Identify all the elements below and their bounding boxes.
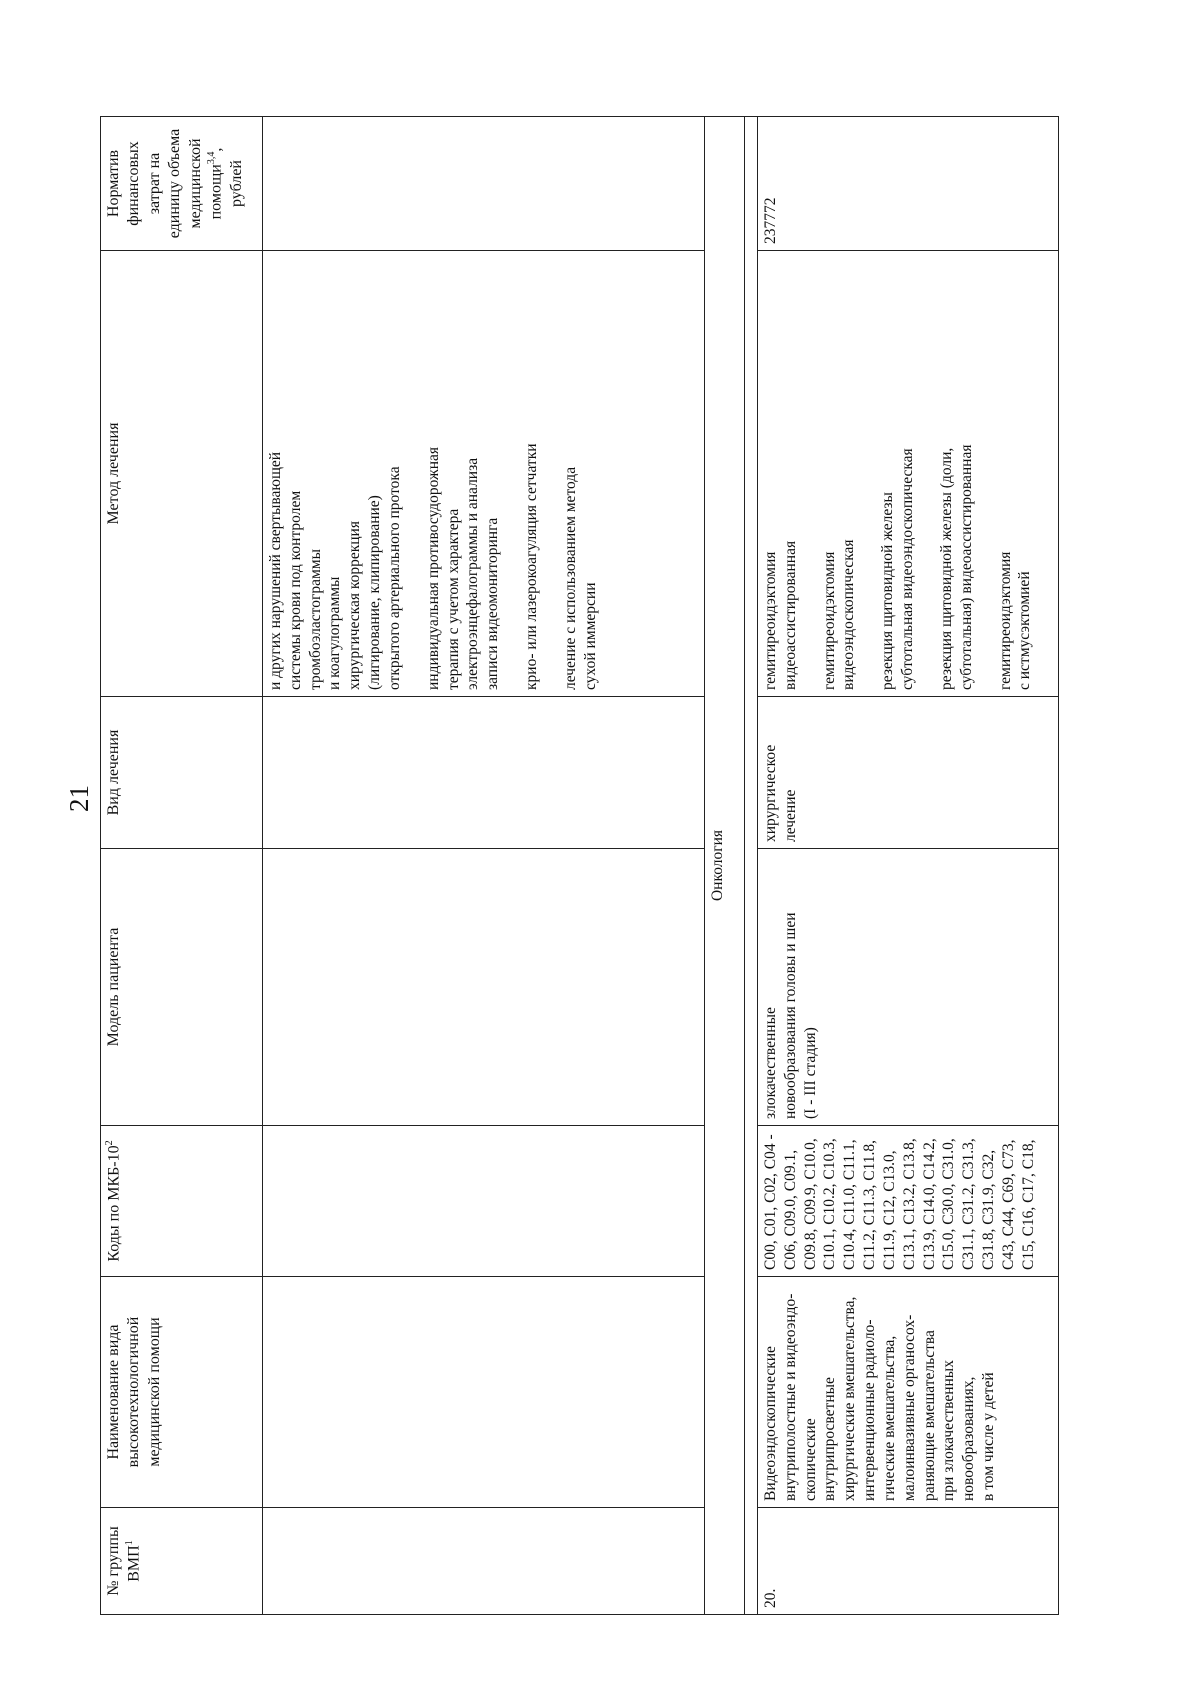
name-line: гические вмешательства, xyxy=(880,1335,898,1501)
code-line: С06, С09.0, С09.1, xyxy=(781,1149,799,1270)
section-row xyxy=(705,117,745,1615)
method-line: хирургическая коррекция xyxy=(346,521,364,690)
table-row-20 xyxy=(758,117,1059,1615)
method-line: видеоассистированная xyxy=(781,540,799,690)
cell-norm: 237772 xyxy=(758,117,1059,251)
treatment-line: хирургическое xyxy=(762,744,779,842)
name-line: при злокачественных xyxy=(940,1360,958,1501)
method-line: гемитиреоидэктомия xyxy=(996,551,1014,690)
method-line: с истмусэктомией xyxy=(1016,571,1034,690)
name-line: малоинвазивные органосох- xyxy=(900,1314,918,1501)
method-line: записи видеомониторинга xyxy=(484,517,502,690)
cell-empty xyxy=(263,117,705,251)
cell-method xyxy=(758,251,1059,697)
code-line: С00, С01, С02, С04 - xyxy=(762,1134,779,1270)
header-codes: Коды по МКБ-$10^2$ xyxy=(101,1126,263,1277)
gap-cell xyxy=(745,117,758,1615)
code-line: С13.1, С13.2, С13.8, xyxy=(900,1138,918,1270)
method-line: и коагулограммы xyxy=(326,576,344,690)
cell-codes xyxy=(758,1126,1059,1277)
name-line: интервенционные радиоло- xyxy=(861,1319,879,1501)
model-line: (I - III стадия) xyxy=(801,1027,819,1119)
vmp-table xyxy=(100,116,1059,1615)
line-gap xyxy=(542,257,561,690)
method-line: крио- или лазерокоагуляция сетчатки xyxy=(523,443,541,690)
header-norm: Норматив финансовых затрат на единицу объема медицинской помощи$^{3,4}$, рублей xyxy=(101,117,263,251)
name-line: в том числе у детей xyxy=(980,1372,998,1501)
code-line: С11.2, С11.3, С11.8, xyxy=(861,1139,879,1270)
continuation-row xyxy=(263,117,705,1615)
rotated-table-sheet xyxy=(100,117,1040,1615)
name-line: новообразованиях, xyxy=(960,1376,978,1501)
cell-empty xyxy=(263,1277,705,1508)
method-line: и других нарушений свертывающей xyxy=(267,451,284,690)
cell-empty xyxy=(263,1508,705,1615)
line-gap xyxy=(918,257,937,690)
name-line: Видеоэндоскопические xyxy=(762,1346,779,1501)
cell-model xyxy=(758,849,1059,1126)
model-line: новообразования головы и шеи xyxy=(781,912,799,1119)
code-line: С10.1, С10.2, С10.3, xyxy=(821,1138,839,1270)
cell-empty xyxy=(263,849,705,1126)
line-gap xyxy=(859,257,878,690)
method-line: резекция щитовидной железы xyxy=(879,492,897,690)
header-name: Наименование вида высокотехнологичной медицинской помощи xyxy=(101,1277,263,1508)
method-line: субтотальная) видеоассистированная xyxy=(957,444,975,690)
method-line: терапия с учетом характера xyxy=(444,508,462,690)
method-line: электроэнцефалограммы и анализа xyxy=(464,457,482,690)
model-line: злокачественные xyxy=(762,1007,779,1119)
cell-empty xyxy=(263,1126,705,1277)
code-line: С10.4, С11.0, С11.1, xyxy=(841,1139,859,1270)
gap-row xyxy=(745,117,758,1615)
method-line: системы крови под контролем xyxy=(286,490,304,690)
header-group-no: № группы ВМП$^1$ xyxy=(101,1508,263,1615)
line-gap xyxy=(801,257,820,690)
method-line: видеоэндоскопическая xyxy=(840,539,858,690)
method-line: гемитиреоидэктомия xyxy=(820,551,838,690)
code-line: С13.9, С14.0, С14.2, xyxy=(920,1138,938,1270)
method-line: открытого артериального протока xyxy=(385,466,403,690)
header-treatment-type: Вид лечения xyxy=(101,697,263,849)
line-gap xyxy=(977,257,996,690)
code-line: С43, С44, С69, С73, xyxy=(999,1139,1017,1270)
name-line: скопические xyxy=(801,1418,819,1501)
name-line: внутриполостные и видеоэндо- xyxy=(781,1293,799,1501)
line-gap xyxy=(405,257,424,690)
method-line: субтотальная видеоэндоскопическая xyxy=(899,448,917,690)
method-line: индивидуальная противосудорожная xyxy=(424,446,442,690)
code-line: С15.0, С30.0, С31.0, xyxy=(940,1138,958,1270)
cell-name xyxy=(758,1277,1059,1508)
line-gap xyxy=(503,257,522,690)
name-line: внутрипросветные xyxy=(821,1377,839,1501)
cell-treatment-type xyxy=(758,697,1059,849)
section-title: Онкология xyxy=(705,117,745,1615)
code-line: С11.9, С12, С13.0, xyxy=(880,1150,898,1270)
name-line: раняющие вмешательства xyxy=(920,1330,938,1501)
code-line: С09.8, С09.9, С10.0, xyxy=(801,1138,819,1270)
method-line: гемитиреоидэктомия xyxy=(762,551,779,690)
header-row xyxy=(101,117,263,1615)
code-line: С31.1, С31.2, С31.3, xyxy=(960,1138,978,1270)
code-line: С15, С16, С17, С18, xyxy=(1019,1139,1037,1270)
name-line: хирургические вмешательства, xyxy=(841,1296,859,1501)
method-line: (лигирование, клипирование) xyxy=(366,495,384,690)
cell-continuation-methods xyxy=(263,251,705,697)
code-line: С31.8, С31.9, С32, xyxy=(980,1149,998,1270)
method-line: резекция щитовидной железы (доли, xyxy=(937,447,955,690)
cell-group-no: 20. xyxy=(758,1508,1059,1615)
header-model: Модель пациента xyxy=(101,849,263,1126)
header-method: Метод лечения xyxy=(101,251,263,697)
method-line: сухой иммерсии xyxy=(581,582,599,690)
method-line: тромбоэластограммы xyxy=(306,548,324,690)
method-line: лечение с использованием метода xyxy=(561,466,579,690)
page-number: 21 xyxy=(64,785,94,812)
treatment-line: лечение xyxy=(781,789,799,842)
cell-empty xyxy=(263,697,705,849)
